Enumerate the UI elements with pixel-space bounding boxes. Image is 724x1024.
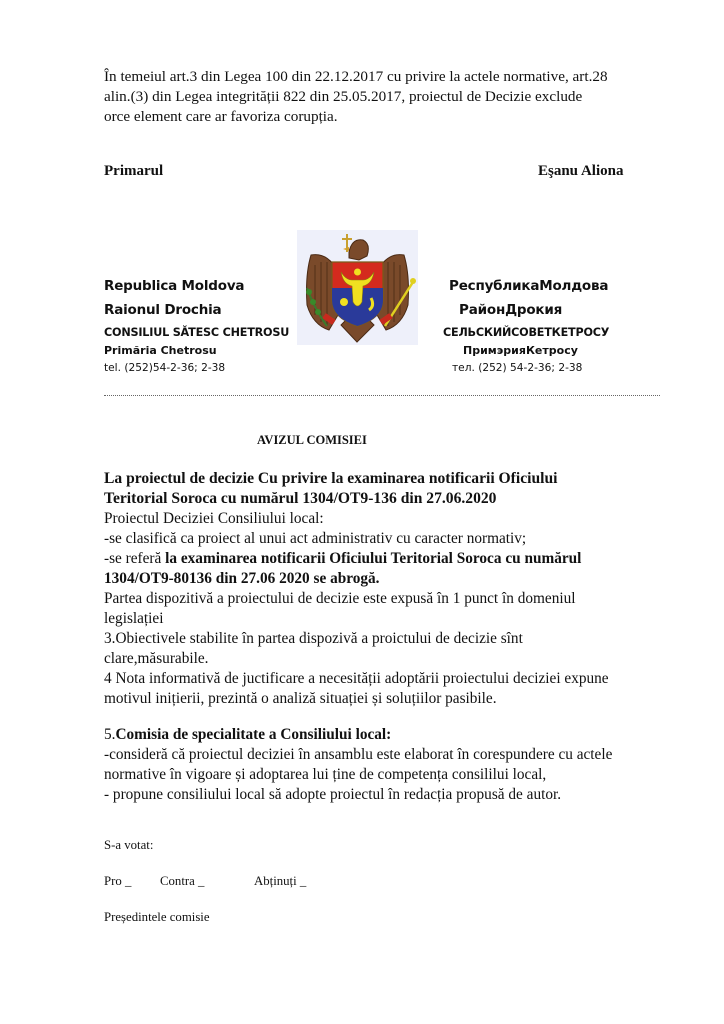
body-item-2-bold: la examinarea notificarii Oficiului Teritorial Soroca cu numărul	[165, 550, 582, 567]
body-item-1: -se clasifică ca proiect al unui act administrativ cu caracter normativ;	[104, 530, 527, 547]
subject-line: Teritorial Soroca cu numărul 1304/OT9-136 din 27.06.2020	[104, 490, 497, 507]
body-point-5-a: -consideră că proiectul deciziei în ansamblu este elaborat în corespundere cu actele	[104, 746, 613, 763]
letterhead-country-ro: Republica Moldova	[104, 278, 245, 294]
point-5-title: Comisia de specialitate a Consiliului local:	[115, 726, 392, 743]
body-point-3: 3.Obiectivele stabilite în partea dispozivă a proictului de decizie sînt	[104, 630, 523, 647]
intro-line: alin.(3) din Legea integrității 822 din 25.05.2017, proiectul de Decizie exclude	[104, 88, 583, 105]
body-point-4-continued: motivul inițierii, prezintă o analiză situației și soluțiilor pasibile.	[104, 690, 497, 707]
body-point-5-heading	[104, 726, 391, 744]
body-disposition: Partea dispozitivă a proiectului de decizie este expusă în 1 punct în domeniul	[104, 590, 576, 607]
body-item-2-continued: 1304/OT9-80136 din 27.06 2020 se abrogă.	[104, 570, 380, 587]
letterhead-district-ro: Raionul Drochia	[104, 302, 222, 318]
mayor-name: Eşanu Aliona	[538, 163, 624, 179]
letterhead-district-ru: РайонДрокия	[459, 302, 563, 318]
letterhead-country-ru: РеспубликаМолдова	[449, 278, 609, 294]
body-point-5-a-continued: normative în vigoare și adoptarea lui ține de competența consililui local,	[104, 766, 547, 783]
intro-line: În temeiul art.3 din Legea 100 din 22.12.2017 cu privire la actele normative, art.28	[104, 68, 608, 85]
commission-chair: Președintele comisie	[104, 910, 210, 924]
body-disposition-continued: legislației	[104, 610, 164, 627]
intro-line: orce element care ar favoriza corupția.	[104, 108, 338, 125]
body-point-5-b: - propune consiliului local să adopte proiectul în redacția propusă de autor.	[104, 786, 562, 803]
dotted-separator	[104, 395, 660, 396]
mayor-title: Primarul	[104, 163, 164, 179]
body-point-3-continued: clare,măsurabile.	[104, 650, 209, 667]
vote-contra: Contra _	[160, 874, 205, 888]
document-heading: AVIZUL COMISIEI	[257, 433, 367, 447]
legal-basis-paragraph	[104, 67, 608, 127]
letterhead-phone-ro: tel. (252)54-2-36; 2-38	[104, 362, 226, 374]
point-5-number: 5.	[104, 726, 116, 743]
body-point-4: 4 Nota informativă de juctificare a necesității adoptării proiectului deciziei expune	[104, 670, 609, 687]
body-item-2-prefix: -se referă	[104, 550, 166, 567]
vote-abstain: Abținuți _	[254, 874, 307, 888]
body-item-2	[104, 550, 581, 568]
subject-line: La proiectul de decizie Cu privire la examinarea notificarii Oficiului	[104, 470, 558, 487]
letterhead-council-ru: СЕЛЬСКИЙСОВЕТКЕТРОСУ	[443, 326, 610, 339]
letterhead-mayoralty-ro: Primăria Chetrosu	[104, 344, 217, 357]
letterhead-council-ro: CONSILIUL SĂTESC CHETROSU	[104, 326, 290, 339]
vote-pro: Pro _	[104, 874, 132, 888]
letterhead-phone-ru: тел. (252) 54-2-36; 2-38	[452, 362, 583, 374]
moldova-coat-of-arms-icon	[297, 230, 418, 345]
vote-label: S-a votat:	[104, 838, 154, 852]
body-intro: Proiectul Deciziei Consiliului local:	[104, 510, 324, 527]
letterhead-mayoralty-ru: ПримэрияКетросу	[463, 344, 578, 357]
